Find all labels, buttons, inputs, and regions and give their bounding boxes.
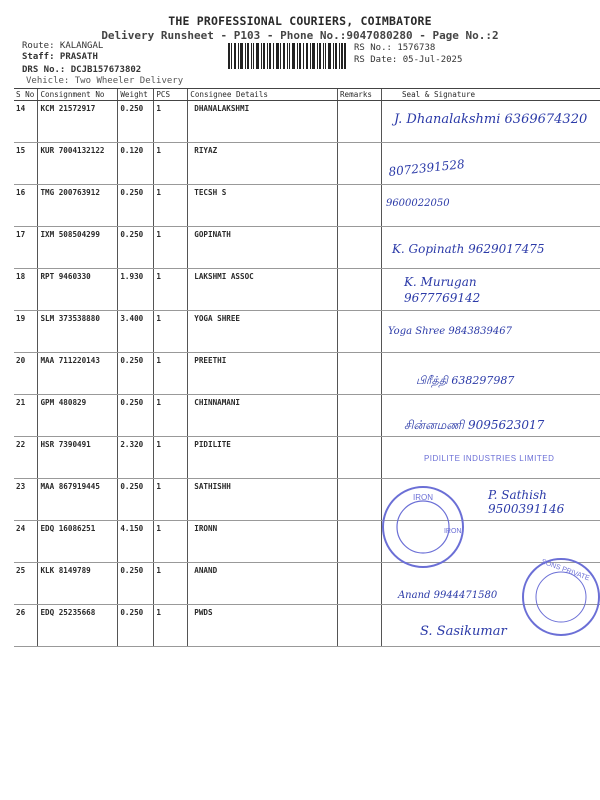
signature-cell: [381, 185, 600, 227]
sno-cell: 20: [14, 353, 38, 395]
pcs-cell: 1: [154, 353, 188, 395]
sno-cell: 16: [14, 185, 38, 227]
consignment-cell: GPM 480829: [38, 395, 118, 437]
weight-cell: 4.150: [118, 521, 154, 563]
rs-number: RS No.: 1576738: [354, 43, 436, 53]
handwritten-signature: 9600022050: [385, 198, 450, 209]
consignment-cell: MAA 867919445: [38, 479, 118, 521]
sno-cell: 15: [14, 143, 38, 185]
consignee-cell: SATHISHH: [188, 479, 338, 521]
consignee-cell: YOGA SHREE: [188, 311, 338, 353]
staff-label: Staff: PRASATH: [22, 52, 98, 62]
consignee-cell: DHANALAKSHMI: [188, 101, 338, 143]
table-row: [14, 521, 600, 563]
sno-cell: 17: [14, 227, 38, 269]
consignee-cell: PREETHI: [188, 353, 338, 395]
remarks-cell: [337, 269, 381, 311]
col-signature: Seal & Signature: [381, 89, 600, 101]
sno-cell: 24: [14, 521, 38, 563]
remarks-cell: [337, 605, 381, 647]
stamp-text: IRON: [443, 528, 462, 535]
sno-cell: 21: [14, 395, 38, 437]
handwritten-signature: பிரீத்தி 638297987: [415, 374, 515, 387]
weight-cell: 0.250: [118, 395, 154, 437]
consignment-cell: IXM 508504299: [38, 227, 118, 269]
sno-cell: 25: [14, 563, 38, 605]
pcs-cell: 1: [154, 227, 188, 269]
iron-round-stamp: [378, 482, 468, 572]
handwritten-signature: S. Sasikumar: [419, 624, 507, 639]
table-row: [14, 143, 600, 185]
table-row: [14, 563, 600, 605]
table-row: [14, 311, 600, 353]
table-row: [14, 479, 600, 521]
consignment-cell: EDQ 25235668: [38, 605, 118, 647]
pcs-cell: 1: [154, 437, 188, 479]
pcs-cell: 1: [154, 311, 188, 353]
sno-cell: 22: [14, 437, 38, 479]
remarks-cell: [337, 437, 381, 479]
barcode: [228, 43, 346, 69]
col-weight: Weight: [118, 89, 154, 101]
signature-cell: [381, 227, 600, 269]
pcs-cell: 1: [154, 563, 188, 605]
col-remarks: Remarks: [337, 89, 381, 101]
consignee-cell: RIYAZ: [188, 143, 338, 185]
pcs-cell: 1: [154, 395, 188, 437]
consignment-cell: EDQ 16086251: [38, 521, 118, 563]
handwritten-signature: 8072391528: [387, 157, 466, 179]
handwritten-signature: Anand 9944471580: [397, 590, 498, 601]
handwritten-signature: Yoga Shree 9843839467: [387, 326, 512, 337]
col-sno: S No: [14, 89, 38, 101]
consignment-cell: KUR 7004132122: [38, 143, 118, 185]
stamp-label: SONS PRIVATE: [540, 558, 591, 583]
consignee-cell: CHINNAMANI: [188, 395, 338, 437]
signature-cell: [381, 395, 600, 437]
stamp-label: IRON: [413, 493, 433, 502]
handwritten-signature: J. Dhanalakshmi 6369674320: [393, 112, 588, 127]
remarks-cell: [337, 311, 381, 353]
remarks-cell: [337, 395, 381, 437]
handwritten-signature: P. Sathish 9500391146: [487, 488, 565, 516]
runsheet-table: [14, 88, 600, 647]
vehicle-label: Vehicle: Two Wheeler Delivery: [26, 76, 184, 86]
pcs-cell: 1: [154, 605, 188, 647]
weight-cell: 0.250: [118, 353, 154, 395]
sno-cell: 18: [14, 269, 38, 311]
signature-cell: [381, 143, 600, 185]
sno-cell: 14: [14, 101, 38, 143]
table-row: [14, 353, 600, 395]
weight-cell: 3.400: [118, 311, 154, 353]
remarks-cell: [337, 563, 381, 605]
col-consignment: Consignment No: [38, 89, 118, 101]
table-row: [14, 227, 600, 269]
handwritten-signature: சின்னமணி 9095623017: [403, 418, 545, 432]
sno-cell: 26: [14, 605, 38, 647]
remarks-cell: [337, 143, 381, 185]
pcs-cell: 1: [154, 185, 188, 227]
col-pcs: PCS: [154, 89, 188, 101]
table-row: [14, 185, 600, 227]
weight-cell: 2.320: [118, 437, 154, 479]
sno-cell: 19: [14, 311, 38, 353]
weight-cell: 0.250: [118, 563, 154, 605]
remarks-cell: [337, 185, 381, 227]
rs-date: RS Date: 05-Jul-2025: [354, 55, 463, 65]
signature-cell: [381, 311, 600, 353]
remarks-cell: [337, 521, 381, 563]
handwritten-signature: K. Gopinath 9629017475: [391, 242, 545, 256]
pcs-cell: 1: [154, 143, 188, 185]
consignee-cell: ANAND: [188, 563, 338, 605]
consignee-cell: GOPINATH: [188, 227, 338, 269]
remarks-cell: [337, 479, 381, 521]
consignee-cell: TECSH S: [188, 185, 338, 227]
weight-cell: 0.120: [118, 143, 154, 185]
consignment-cell: HSR 7390491: [38, 437, 118, 479]
runsheet-subtitle: Delivery Runsheet - P103 - Phone No.:9047080280 - Page No.:2: [101, 29, 499, 42]
handwritten-signature: K. Murugan 9677769142: [403, 275, 481, 305]
weight-cell: 0.250: [118, 101, 154, 143]
weight-cell: 0.250: [118, 479, 154, 521]
consignment-cell: MAA 711220143: [38, 353, 118, 395]
company-title: THE PROFESSIONAL COURIERS, COIMBATORE: [168, 14, 432, 28]
consignee-cell: PIDILITE: [188, 437, 338, 479]
table-row: [14, 395, 600, 437]
signature-cell: [381, 269, 600, 311]
signature-cell: [381, 437, 600, 479]
remarks-cell: [337, 101, 381, 143]
signature-cell: [381, 101, 600, 143]
consignee-cell: IRONN: [188, 521, 338, 563]
drs-number: DRS No.: DCJB157673802: [22, 65, 142, 75]
weight-cell: 0.250: [118, 227, 154, 269]
pcs-cell: 1: [154, 101, 188, 143]
signature-cell: [381, 353, 600, 395]
weight-cell: 0.250: [118, 605, 154, 647]
weight-cell: 1.930: [118, 269, 154, 311]
col-consignee: Consignee Details: [188, 89, 338, 101]
consignee-cell: PWDS: [188, 605, 338, 647]
remarks-cell: [337, 353, 381, 395]
table-row: [14, 437, 600, 479]
sno-cell: 23: [14, 479, 38, 521]
company-stamp: PIDILITE INDUSTRIES LIMITED: [423, 454, 555, 463]
consignment-cell: TMG 200763912: [38, 185, 118, 227]
remarks-cell: [337, 227, 381, 269]
table-row: [14, 605, 600, 647]
consignment-cell: SLM 373538880: [38, 311, 118, 353]
table-header-row: [14, 89, 600, 101]
consignment-cell: RPT 9460330: [38, 269, 118, 311]
private-round-stamp: [516, 552, 600, 642]
pcs-cell: 1: [154, 479, 188, 521]
pcs-cell: 1: [154, 269, 188, 311]
consignment-cell: KLK 8149789: [38, 563, 118, 605]
table-row: [14, 101, 600, 143]
route-label: Route: KALANGAL: [22, 41, 104, 51]
weight-cell: 0.250: [118, 185, 154, 227]
table-row: [14, 269, 600, 311]
consignee-cell: LAKSHMI ASSOC: [188, 269, 338, 311]
consignment-cell: KCM 21572917: [38, 101, 118, 143]
pcs-cell: 1: [154, 521, 188, 563]
